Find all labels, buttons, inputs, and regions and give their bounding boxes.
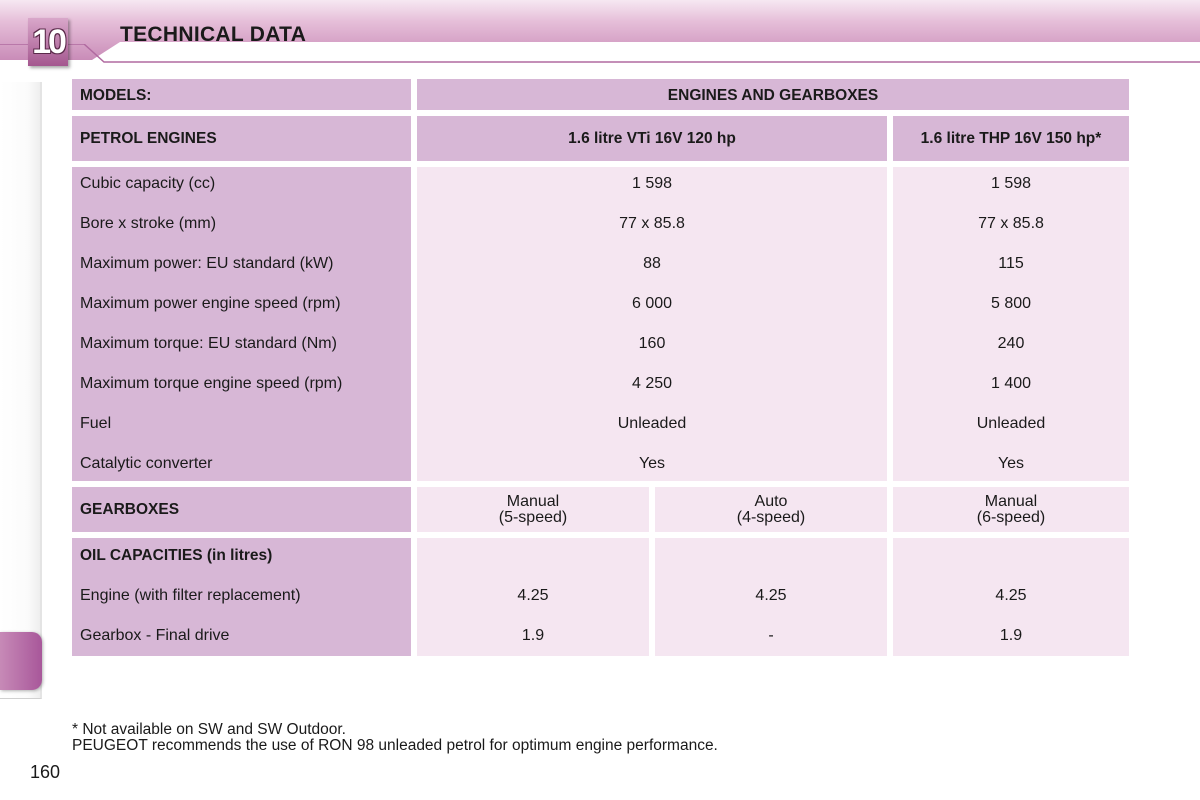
footnote-fuel-recommendation: PEUGEOT recommends the use of RON 98 unleaded petrol for optimum engine performance. <box>72 737 718 754</box>
footnote-availability: * Not available on SW and SW Outdoor. <box>72 721 346 738</box>
spec-value: 240 <box>997 335 1025 352</box>
chapter-tab[interactable] <box>0 306 42 363</box>
gearbox-cell <box>655 487 887 532</box>
gearboxes-header-cell <box>72 487 411 532</box>
oil-value: 1.9 <box>999 627 1023 644</box>
spec-value: 77 x 85.8 <box>619 215 685 232</box>
oil-row-label: Engine (with filter replacement) <box>80 587 301 604</box>
spec-label: Catalytic converter <box>80 455 213 472</box>
chapter-number-badge <box>28 18 68 66</box>
chapter-tab-rail <box>0 82 40 718</box>
gearbox-type: Manual <box>984 493 1038 510</box>
models-label: MODELS: <box>80 87 152 104</box>
spec-value: Unleaded <box>617 415 687 432</box>
spec-value: 160 <box>638 335 666 352</box>
spec-label: Maximum torque: EU standard (Nm) <box>80 335 337 352</box>
chapter-tab[interactable] <box>0 474 42 531</box>
spec-label: Bore x stroke (mm) <box>80 215 217 232</box>
chapter-tab[interactable] <box>0 530 42 587</box>
header-divider <box>0 44 1200 64</box>
spec-value: 1 598 <box>631 175 673 192</box>
oil-value: - <box>768 627 774 644</box>
gearbox-cell <box>893 487 1129 532</box>
chapter-tab[interactable] <box>0 82 42 139</box>
spec-label: Fuel <box>80 415 112 432</box>
page-title: TECHNICAL DATA <box>120 23 307 46</box>
spec-label: Maximum power: EU standard (kW) <box>80 255 334 272</box>
chapter-tab[interactable] <box>0 138 42 195</box>
gearbox-speeds: (6-speed) <box>976 509 1046 526</box>
spec-value: 4 250 <box>631 375 673 392</box>
spec-label: Maximum torque engine speed (rpm) <box>80 375 343 392</box>
oil-value: 4.25 <box>995 587 1027 604</box>
spec-value: 5 800 <box>990 295 1032 312</box>
spec-value: 1 598 <box>990 175 1032 192</box>
chapter-tab[interactable] <box>0 362 42 419</box>
chapter-tab-active[interactable] <box>0 632 42 690</box>
chapter-tab[interactable] <box>0 418 42 475</box>
spec-label: Maximum power engine speed (rpm) <box>80 295 341 312</box>
spec-value: 115 <box>998 255 1024 272</box>
gearboxes-label: GEARBOXES <box>80 501 180 518</box>
engine-1-name: 1.6 litre VTi 16V 120 hp <box>568 130 736 147</box>
oil-value: 4.25 <box>517 587 549 604</box>
oil-row-label: Gearbox - Final drive <box>80 627 230 644</box>
spec-value: 88 <box>643 255 661 272</box>
spec-value: Unleaded <box>976 415 1046 432</box>
engine-2-header-cell <box>893 116 1129 161</box>
gearbox-type: Auto <box>754 493 788 510</box>
gearbox-speeds: (4-speed) <box>736 509 806 526</box>
engines-gearboxes-header-cell <box>417 79 1129 110</box>
page-number: 160 <box>30 762 61 782</box>
engine-1-header-cell <box>417 116 887 161</box>
spec-value: 77 x 85.8 <box>978 215 1044 232</box>
spec-value: Yes <box>638 455 666 472</box>
engines-gearboxes-label: ENGINES AND GEARBOXES <box>667 87 879 104</box>
chapter-tab[interactable] <box>0 194 42 251</box>
chapter-number: 10 <box>32 22 64 61</box>
spec-label: Cubic capacity (cc) <box>80 175 216 192</box>
oil-capacities-label: OIL CAPACITIES (in litres) <box>80 547 273 564</box>
oil-value: 4.25 <box>755 587 787 604</box>
spec-value: Yes <box>997 455 1025 472</box>
chapter-tab[interactable] <box>0 250 42 307</box>
petrol-engines-label: PETROL ENGINES <box>80 130 217 147</box>
spec-value: 6 000 <box>631 295 673 312</box>
gearbox-speeds: (5-speed) <box>498 509 568 526</box>
oil-value: 1.9 <box>521 627 545 644</box>
petrol-engines-header-cell <box>72 116 411 161</box>
gearbox-type: Manual <box>506 493 560 510</box>
engine-2-name: 1.6 litre THP 16V 150 hp* <box>920 130 1102 147</box>
spec-value: 1 400 <box>990 375 1032 392</box>
models-header-cell <box>72 79 411 110</box>
gearbox-cell <box>417 487 649 532</box>
